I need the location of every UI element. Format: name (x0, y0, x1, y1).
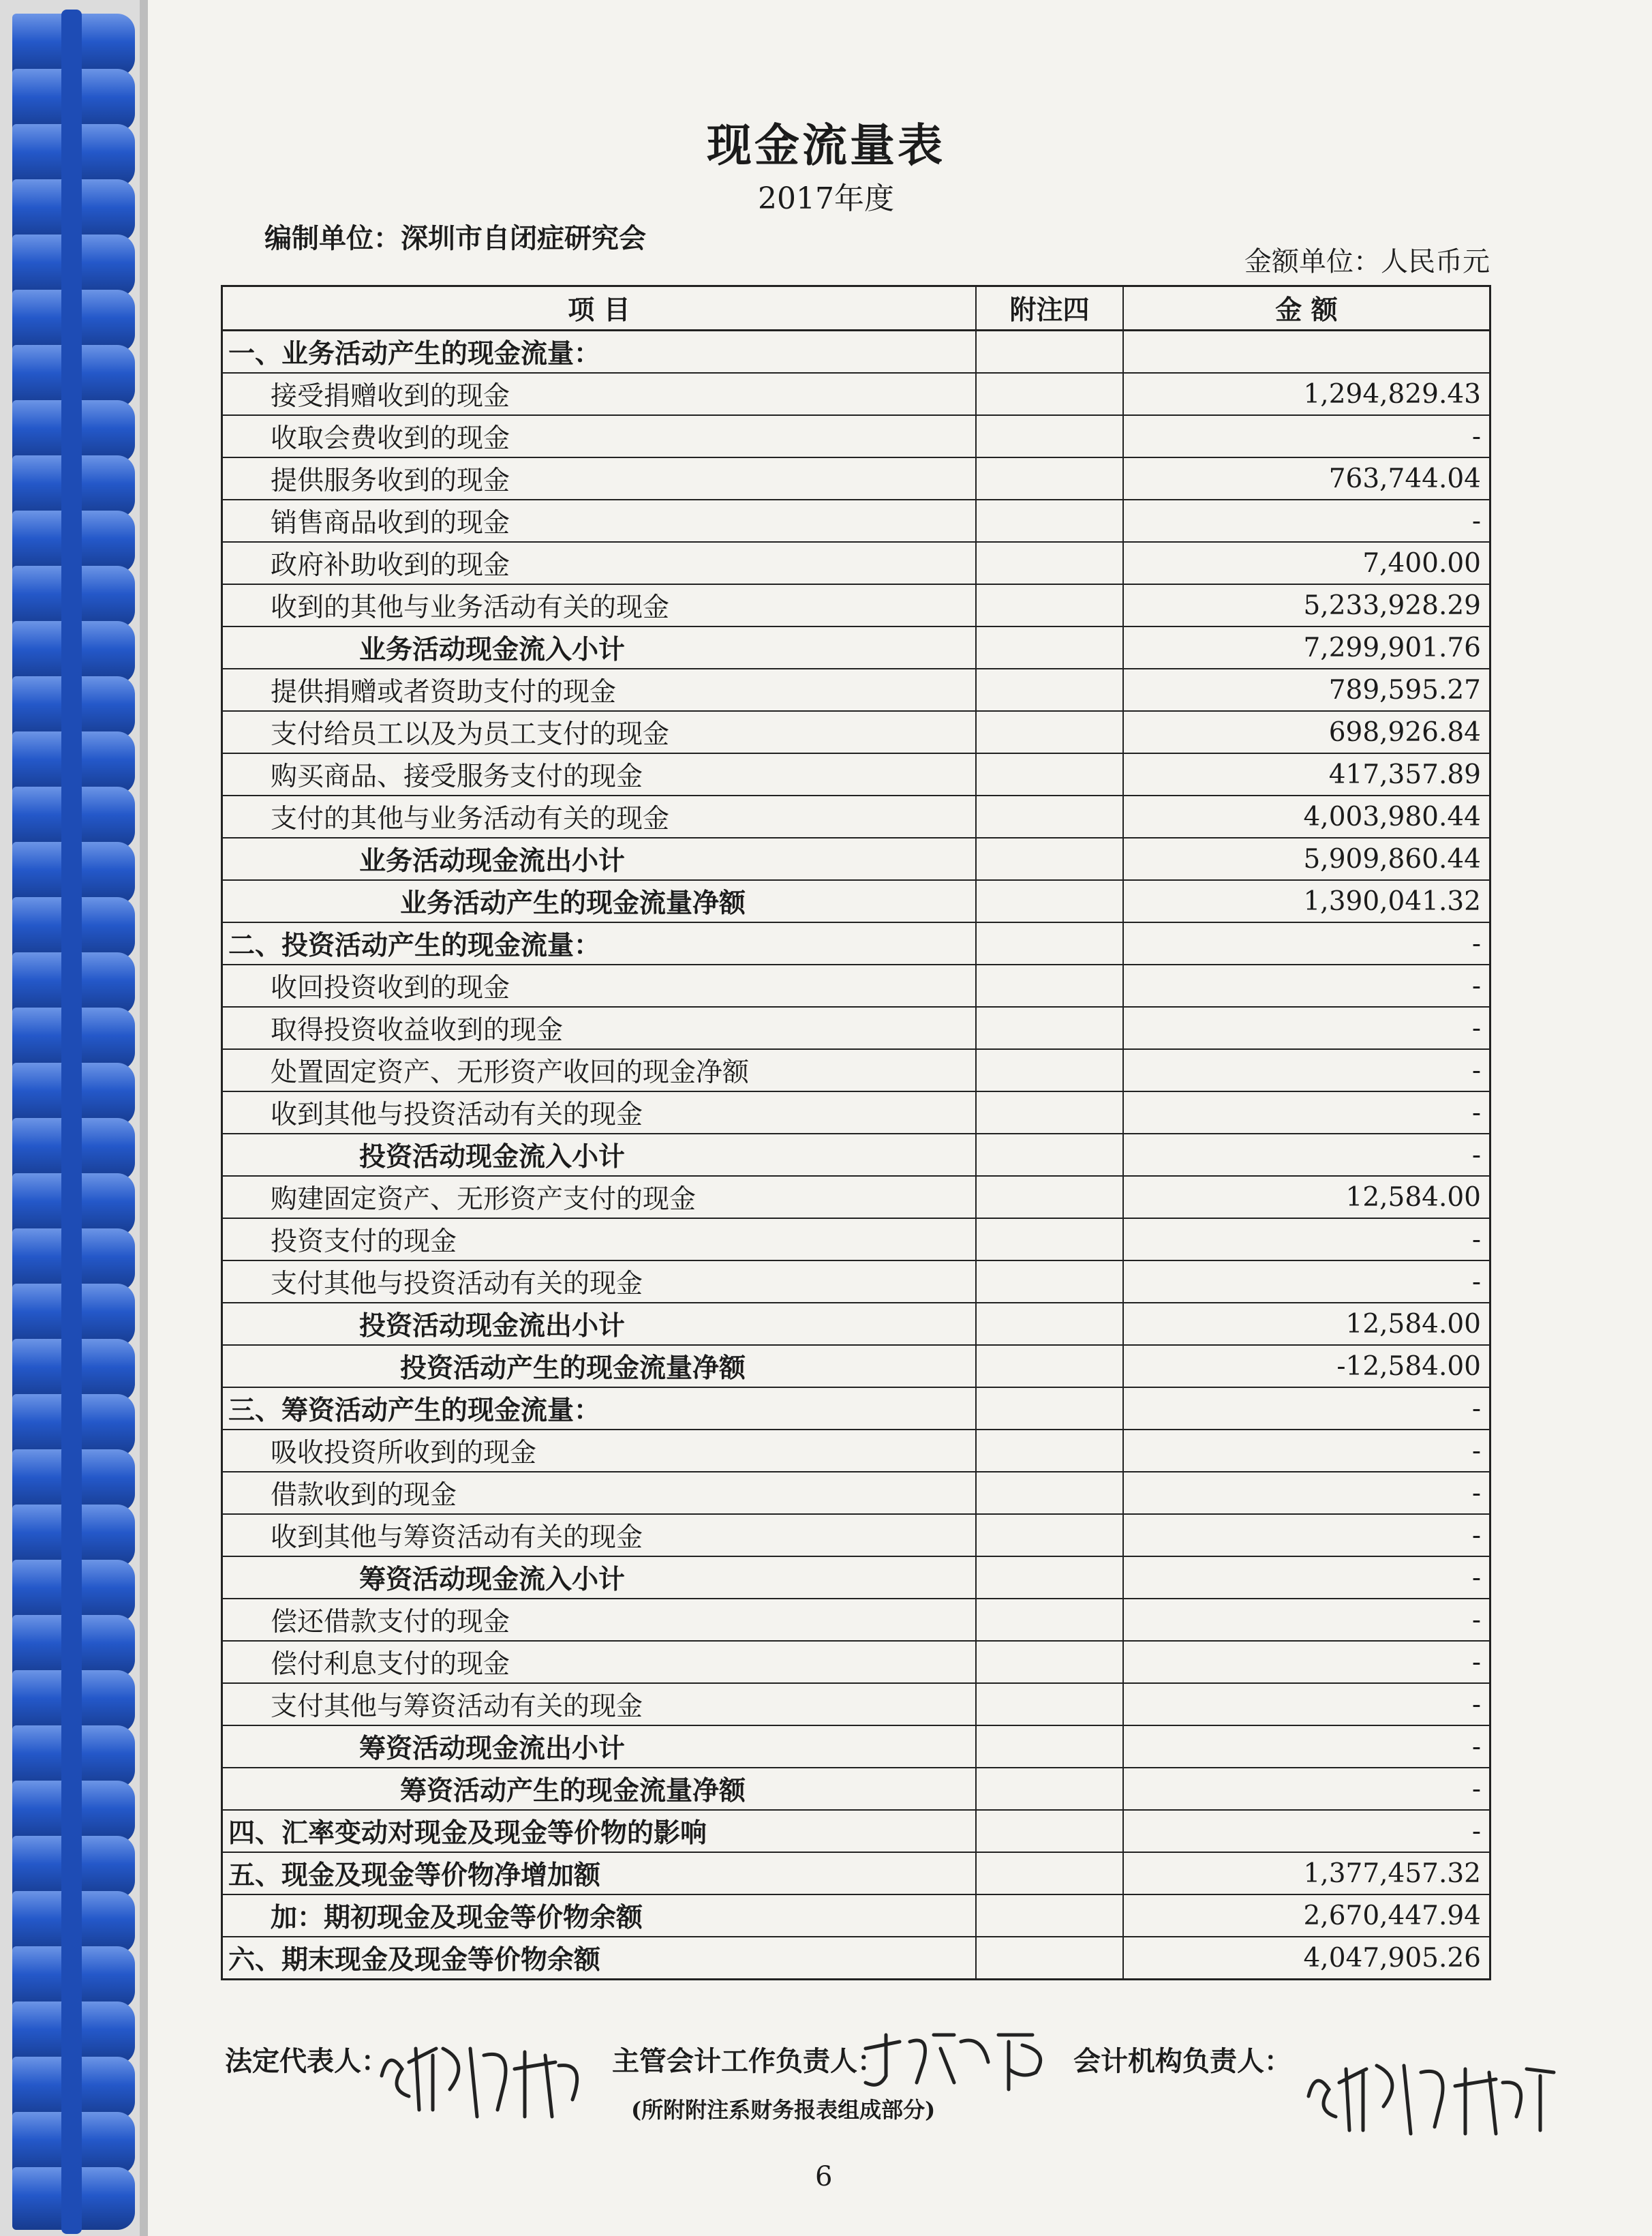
page-number: 6 (815, 2161, 833, 2192)
table-row (222, 1049, 1490, 1091)
row-note (976, 1303, 1123, 1345)
row-note (976, 1683, 1123, 1725)
row-amount: - (1123, 1007, 1490, 1049)
row-note (976, 1768, 1123, 1810)
row-amount: - (1123, 1810, 1490, 1852)
table-row (222, 457, 1490, 500)
row-note (976, 1176, 1123, 1218)
row-amount (1123, 331, 1490, 374)
row-note (976, 1556, 1123, 1599)
table-row (222, 1387, 1490, 1430)
table-row (222, 922, 1490, 965)
row-amount: - (1123, 1049, 1490, 1091)
row-label: 取得投资收益收到的现金 (222, 1007, 977, 1049)
row-note (976, 922, 1123, 965)
table-row (222, 711, 1490, 753)
row-note (976, 1430, 1123, 1472)
row-note (976, 965, 1123, 1007)
row-amount: 12,584.00 (1123, 1176, 1490, 1218)
row-label: 五、现金及现金等价物净增加额 (222, 1852, 977, 1894)
row-note (976, 1894, 1123, 1937)
row-label: 销售商品收到的现金 (222, 500, 977, 542)
accounting-org-head-label: 会计机构负责人： (1073, 2045, 1291, 2077)
row-amount: 2,670,447.94 (1123, 1894, 1490, 1937)
row-note (976, 1091, 1123, 1134)
row-label: 借款收到的现金 (222, 1472, 977, 1514)
row-label: 筹资活动现金流出小计 (222, 1725, 977, 1768)
table-row (222, 500, 1490, 542)
cash-flow-table (221, 285, 1491, 1980)
row-note (976, 1852, 1123, 1894)
table-row (222, 1472, 1490, 1514)
accounting-org-head-signature (1295, 2042, 1588, 2137)
row-note (976, 1049, 1123, 1091)
table-row (222, 1134, 1490, 1176)
row-note (976, 500, 1123, 542)
row-label: 购建固定资产、无形资产支付的现金 (222, 1176, 977, 1218)
row-label: 业务活动现金流入小计 (222, 626, 977, 669)
row-amount: - (1123, 1641, 1490, 1683)
row-amount: 1,390,041.32 (1123, 880, 1490, 922)
row-amount: - (1123, 1260, 1490, 1303)
binding-ring (12, 2167, 135, 2230)
legal-rep-signature (368, 2028, 613, 2124)
legal-rep-label: 法定代表人： (225, 2045, 388, 2077)
row-amount: - (1123, 1768, 1490, 1810)
table-row (222, 1091, 1490, 1134)
currency-unit: 金额单位：人民币元 (1244, 246, 1490, 277)
row-label: 支付其他与筹资活动有关的现金 (222, 1683, 977, 1725)
row-label: 提供捐赠或者资助支付的现金 (222, 669, 977, 711)
header-note: 附注四 (976, 286, 1123, 331)
row-amount: - (1123, 1683, 1490, 1725)
row-label: 加：期初现金及现金等价物余额 (222, 1894, 977, 1937)
row-note (976, 753, 1123, 796)
table-row (222, 1430, 1490, 1472)
row-amount: 763,744.04 (1123, 457, 1490, 500)
row-note (976, 796, 1123, 838)
table-row (222, 796, 1490, 838)
row-amount: 1,294,829.43 (1123, 373, 1490, 415)
row-amount: 12,584.00 (1123, 1303, 1490, 1345)
row-amount: - (1123, 415, 1490, 457)
table-row (222, 669, 1490, 711)
row-label: 一、业务活动产生的现金流量： (222, 331, 977, 374)
row-note (976, 880, 1123, 922)
row-amount: - (1123, 1599, 1490, 1641)
row-amount: 417,357.89 (1123, 753, 1490, 796)
row-label: 收到其他与筹资活动有关的现金 (222, 1514, 977, 1556)
row-amount: - (1123, 1514, 1490, 1556)
header-item: 项 目 (222, 286, 977, 331)
table-row (222, 1556, 1490, 1599)
row-label: 筹资活动产生的现金流量净额 (222, 1768, 977, 1810)
row-note (976, 626, 1123, 669)
row-amount: 4,003,980.44 (1123, 796, 1490, 838)
table-row (222, 965, 1490, 1007)
row-amount: - (1123, 1472, 1490, 1514)
row-note (976, 1007, 1123, 1049)
table-row (222, 331, 1490, 374)
table-row (222, 1345, 1490, 1387)
table-row (222, 1599, 1490, 1641)
row-amount: 7,299,901.76 (1123, 626, 1490, 669)
row-label: 支付的其他与业务活动有关的现金 (222, 796, 977, 838)
row-note (976, 584, 1123, 626)
row-note (976, 1472, 1123, 1514)
table-row (222, 1007, 1490, 1049)
row-amount: - (1123, 1725, 1490, 1768)
table-header (222, 286, 1490, 331)
row-label: 投资支付的现金 (222, 1218, 977, 1260)
table-row (222, 1894, 1490, 1937)
row-amount: 698,926.84 (1123, 711, 1490, 753)
row-amount: -12,584.00 (1123, 1345, 1490, 1387)
table-row (222, 415, 1490, 457)
row-label: 处置固定资产、无形资产收回的现金净额 (222, 1049, 977, 1091)
row-label: 六、期末现金及现金等价物余额 (222, 1937, 977, 1980)
table-row (222, 1768, 1490, 1810)
row-amount: - (1123, 1218, 1490, 1260)
row-label: 政府补助收到的现金 (222, 542, 977, 584)
footnote: (所附附注系财务报表组成部分) (631, 2097, 936, 2123)
table-row (222, 626, 1490, 669)
row-amount: 4,047,905.26 (1123, 1937, 1490, 1980)
row-label: 业务活动产生的现金流量净额 (222, 880, 977, 922)
row-note (976, 415, 1123, 457)
row-label: 偿付利息支付的现金 (222, 1641, 977, 1683)
row-note (976, 457, 1123, 500)
row-label: 三、筹资活动产生的现金流量： (222, 1387, 977, 1430)
spiral-binding (0, 0, 147, 2236)
row-label: 收到的其他与业务活动有关的现金 (222, 584, 977, 626)
row-note (976, 542, 1123, 584)
row-label: 投资活动现金流出小计 (222, 1303, 977, 1345)
row-note (976, 1937, 1123, 1980)
row-amount: 789,595.27 (1123, 669, 1490, 711)
table-row (222, 838, 1490, 880)
row-note (976, 1387, 1123, 1430)
row-note (976, 838, 1123, 880)
row-label: 购买商品、接受服务支付的现金 (222, 753, 977, 796)
accounting-head-signature (859, 2021, 1063, 2096)
table-row (222, 1937, 1490, 1980)
row-amount: 1,377,457.32 (1123, 1852, 1490, 1894)
row-note (976, 1599, 1123, 1641)
row-note (976, 1218, 1123, 1260)
row-label: 收取会费收到的现金 (222, 415, 977, 457)
row-amount: 5,233,928.29 (1123, 584, 1490, 626)
row-label: 支付其他与投资活动有关的现金 (222, 1260, 977, 1303)
row-label: 投资活动现金流入小计 (222, 1134, 977, 1176)
row-note (976, 1514, 1123, 1556)
row-note (976, 1345, 1123, 1387)
row-label: 投资活动产生的现金流量净额 (222, 1345, 977, 1387)
row-note (976, 711, 1123, 753)
row-amount: - (1123, 1387, 1490, 1430)
row-note (976, 1725, 1123, 1768)
row-label: 业务活动现金流出小计 (222, 838, 977, 880)
row-label: 四、汇率变动对现金及现金等价物的影响 (222, 1810, 977, 1852)
table-row (222, 1303, 1490, 1345)
row-note (976, 669, 1123, 711)
row-label: 收到其他与投资活动有关的现金 (222, 1091, 977, 1134)
table-row (222, 584, 1490, 626)
row-amount: - (1123, 1091, 1490, 1134)
page-edge (140, 0, 148, 2236)
row-note (976, 1134, 1123, 1176)
row-label: 支付给员工以及为员工支付的现金 (222, 711, 977, 753)
row-label: 吸收投资所收到的现金 (222, 1430, 977, 1472)
row-note (976, 1260, 1123, 1303)
table-row (222, 1218, 1490, 1260)
table-row (222, 373, 1490, 415)
row-note (976, 1641, 1123, 1683)
row-amount: 7,400.00 (1123, 542, 1490, 584)
row-amount: - (1123, 1430, 1490, 1472)
table-row (222, 1176, 1490, 1218)
row-amount: - (1123, 500, 1490, 542)
table-row (222, 542, 1490, 584)
table-row (222, 1725, 1490, 1768)
table-row (222, 1683, 1490, 1725)
table-row (222, 1514, 1490, 1556)
row-amount: - (1123, 922, 1490, 965)
row-label: 接受捐赠收到的现金 (222, 373, 977, 415)
row-note (976, 373, 1123, 415)
table-row (222, 753, 1490, 796)
table-row (222, 1852, 1490, 1894)
row-note (976, 1810, 1123, 1852)
table-row (222, 880, 1490, 922)
organization: 编制单位：深圳市自闭症研究会 (264, 222, 646, 254)
row-note (976, 331, 1123, 374)
row-label: 偿还借款支付的现金 (222, 1599, 977, 1641)
report-year: 2017年度 (758, 181, 894, 216)
table-row (222, 1260, 1490, 1303)
row-amount: 5,909,860.44 (1123, 838, 1490, 880)
row-label: 提供服务收到的现金 (222, 457, 977, 500)
row-amount: - (1123, 965, 1490, 1007)
page-title: 现金流量表 (707, 119, 945, 172)
row-label: 收回投资收到的现金 (222, 965, 977, 1007)
row-label: 二、投资活动产生的现金流量： (222, 922, 977, 965)
row-amount: - (1123, 1556, 1490, 1599)
table-row (222, 1641, 1490, 1683)
header-amount: 金 额 (1123, 286, 1490, 331)
row-label: 筹资活动现金流入小计 (222, 1556, 977, 1599)
table-row (222, 1810, 1490, 1852)
accounting-head-label: 主管会计工作负责人： (612, 2045, 885, 2077)
row-amount: - (1123, 1134, 1490, 1176)
